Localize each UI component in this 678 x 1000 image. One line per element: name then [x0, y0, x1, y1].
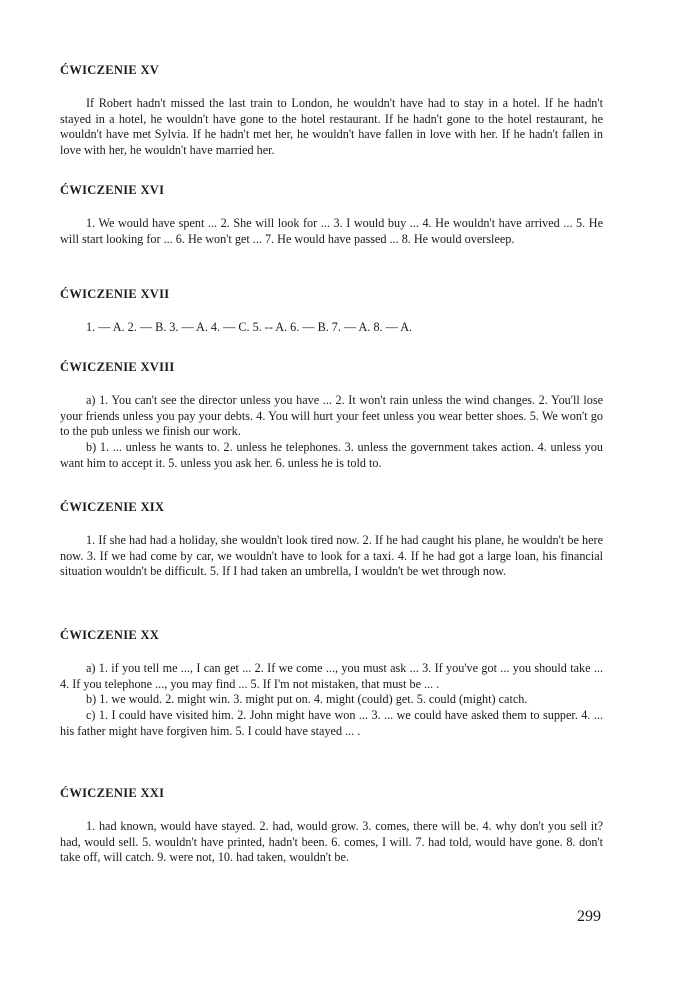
section-paragraph: 1. — A. 2. — B. 3. — A. 4. — C. 5. -- A. 6. — B. 7. — A. 8. — A. — [86, 320, 413, 334]
section-heading: ĆWICZENIE XVIII — [60, 360, 175, 374]
section-paragraph: 1. We would have spent ... 2. She will look for ... 3. I would buy ... 4. He wouldn't have arrived ... 5. He will start looking for ... 6. He won't get ... 7. He would have passed ... 8. He would oversleep. — [60, 216, 603, 246]
section-heading: ĆWICZENIE XVI — [60, 183, 165, 197]
section-xvi — [60, 182, 603, 247]
section-xx — [60, 627, 603, 740]
section-paragraph: a) 1. You can't see the director unless you have ... 2. It won't rain unless the wind changes. 2. You'll lose your friends unless you pay your debts. 4. You will hurt your feet unless you wear better shoes. 5. We won't go to the pub unless we finish our work. — [60, 393, 603, 439]
section-xvii — [60, 286, 603, 336]
section-heading: ĆWICZENIE XVII — [60, 287, 170, 301]
section-heading: ĆWICZENIE XIX — [60, 500, 165, 514]
page-number: 299 — [577, 908, 601, 925]
section-paragraph: c) 1. I could have visited him. 2. John might have won ... 3. ... we could have asked them to supper. 4. ... his father might have forgiven him. 5. I could have stayed ... . — [60, 708, 603, 738]
section-paragraph: 1. had known, would have stayed. 2. had, would grow. 3. comes, there will be. 4. why don't you sell it? had, would sell. 5. wouldn't have printed, hadn't been. 6. comes, I will. 7. had told, would have gone. 8. don't take off, will catch. 9. were not, 10. had taken, wouldn't be. — [60, 819, 603, 865]
section-heading: ĆWICZENIE XV — [60, 63, 160, 77]
section-xviii — [60, 359, 603, 472]
section-xix — [60, 499, 603, 580]
section-paragraph: b) 1. ... unless he wants to. 2. unless he telephones. 3. unless the government takes action. 4. unless you want him to accept it. 5. unless you ask her. 6. unless he is told to. — [60, 440, 603, 470]
section-heading: ĆWICZENIE XX — [60, 628, 160, 642]
section-paragraph: a) 1. if you tell me ..., I can get ... 2. If we come ..., you must ask ... 3. If you've got ... you should take ... 4. If you telephone ..., you may find ... 5. If I'm not mistaken, that must be ... . — [60, 661, 603, 691]
section-paragraph: 1. If she had had a holiday, she wouldn't look tired now. 2. If he had caught his plane, he wouldn't be here now. 3. If we had come by car, we wouldn't have to look for a taxi. 4. If he had got a large loan, his financial situation wouldn't be difficult. 5. If I had taken an umbrella, I wouldn't be wet through now. — [60, 533, 603, 579]
section-heading: ĆWICZENIE XXI — [60, 786, 165, 800]
section-paragraph: b) 1. we would. 2. might win. 3. might put on. 4. might (could) get. 5. could (might) catch. — [86, 692, 528, 707]
section-xxi — [60, 785, 603, 866]
section-paragraph: If Robert hadn't missed the last train to London, he wouldn't have had to stay in a hotel. If he hadn't stayed in a hotel, he wouldn't have gone to the hotel restaurant. If he hadn't gone to the hotel restaurant, he wouldn't have met Sylvia. If he hadn't met her, he wouldn't have fallen in love with her. If he hadn't fallen in love with her, he wouldn't have married her. — [60, 96, 603, 158]
section-xv — [60, 62, 603, 159]
